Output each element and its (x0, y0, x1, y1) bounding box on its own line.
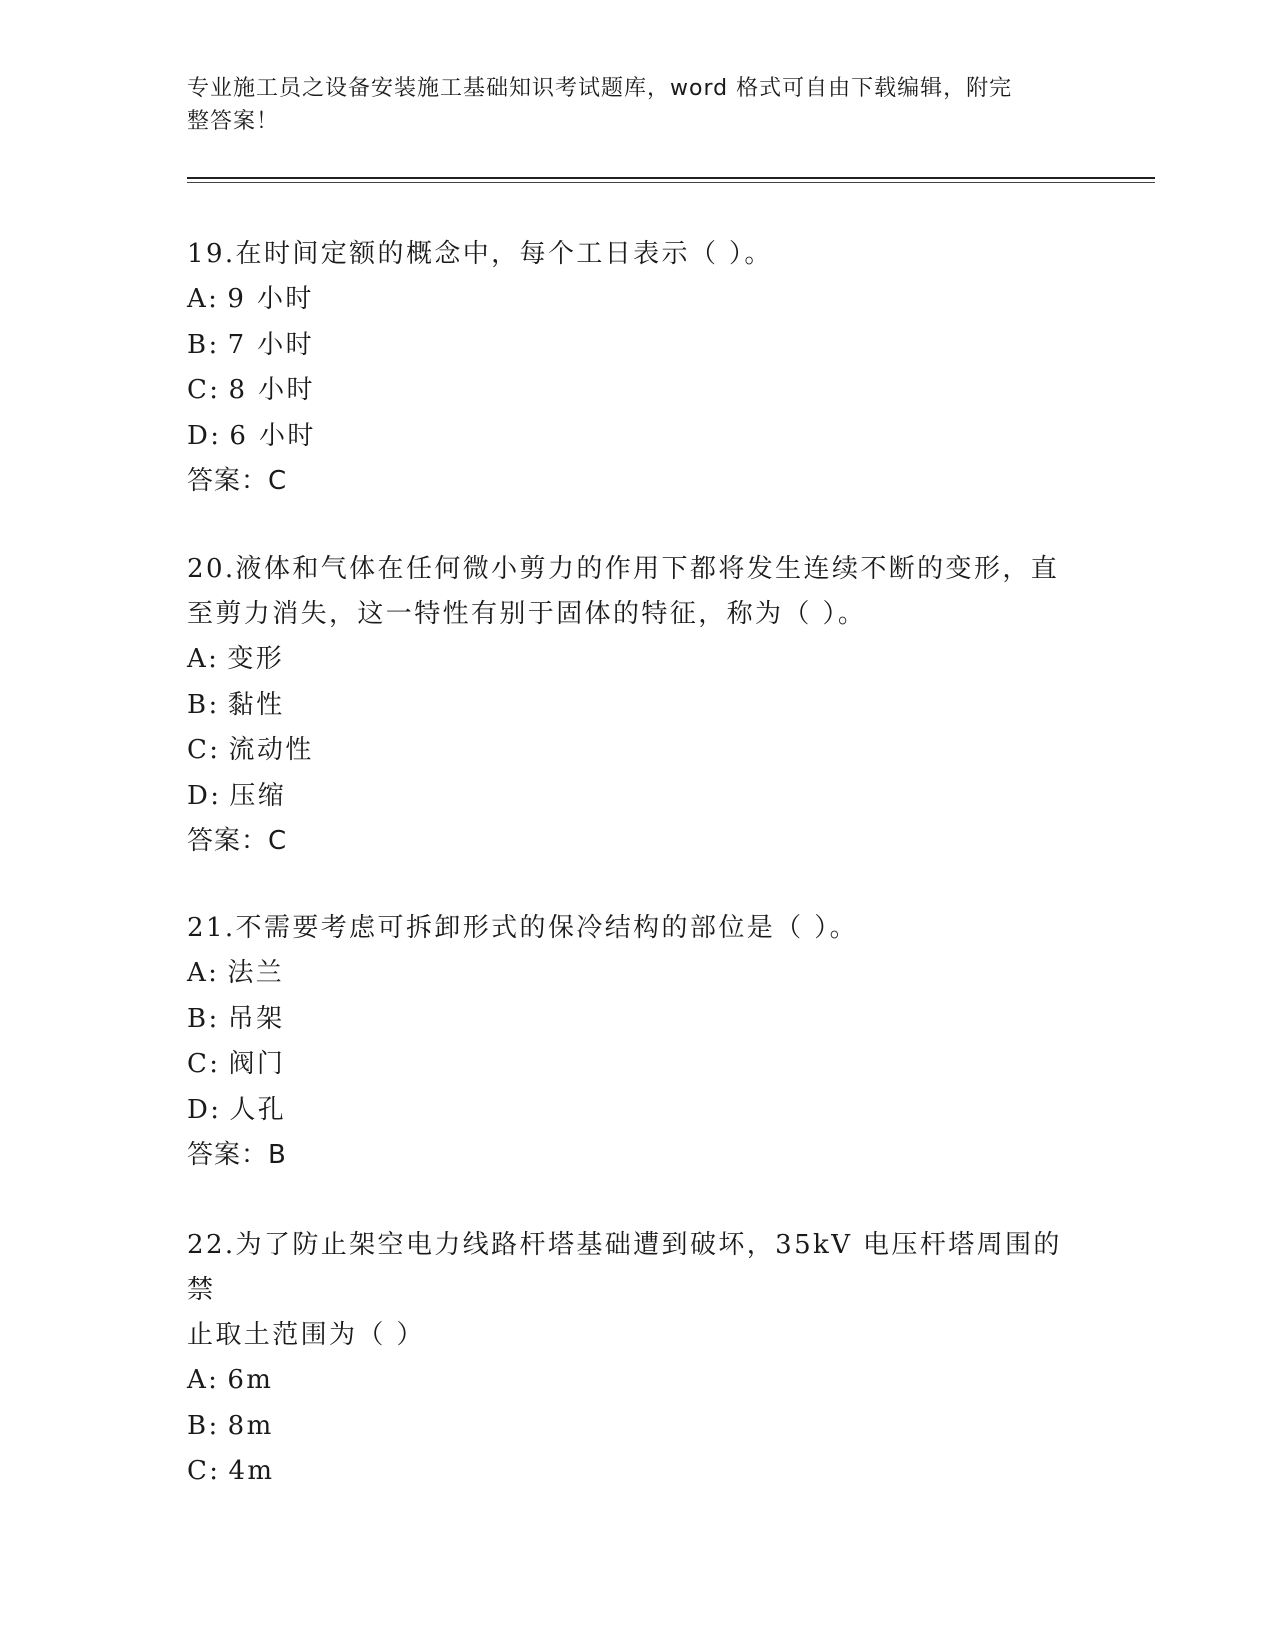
option-c (187, 728, 1087, 774)
option-letter: A: (187, 284, 220, 314)
option-text: 法兰 (227, 958, 285, 988)
option-text: 9 小时 (227, 284, 314, 314)
option-text: 变形 (227, 644, 285, 674)
option-text: 4m (228, 1456, 275, 1486)
answer: 答案：C (187, 826, 288, 856)
option-text: 流动性 (228, 735, 314, 765)
header-line-2: 整答案！ (187, 109, 280, 134)
question-19 (187, 232, 1087, 504)
option-b (187, 323, 1087, 369)
question-stem-line-2: 止取土范围为（ ） (187, 1320, 425, 1350)
header-divider-thick (187, 177, 1155, 179)
question-stem-line-2: 至剪力消失，这一特性有别于固体的特征，称为（ ）。 (187, 599, 867, 629)
option-letter: A: (187, 644, 220, 674)
question-20 (187, 547, 1087, 864)
question-stem: 19.在时间定额的概念中，每个工日表示（ ）。 (187, 239, 773, 269)
option-text: 吊架 (227, 1003, 285, 1034)
option-letter: D: (187, 780, 222, 811)
question-21 (187, 906, 1087, 1178)
option-letter: C: (187, 1456, 221, 1486)
option-a (187, 951, 1087, 997)
option-b (187, 683, 1087, 729)
option-b (187, 997, 1087, 1043)
option-d (187, 774, 1087, 820)
question-stem: 21.不需要考虑可拆卸形式的保冷结构的部位是（ ）。 (187, 913, 859, 943)
option-c (187, 1449, 1087, 1495)
option-d (187, 1088, 1087, 1134)
option-a (187, 637, 1087, 683)
option-text: 黏性 (227, 689, 285, 720)
option-letter: D: (187, 420, 222, 451)
answer: 答案：C (187, 466, 288, 496)
question-stem-line-1: 20.液体和气体在任何微小剪力的作用下都将发生连续不断的变形，直 (187, 554, 1060, 584)
option-letter: C: (187, 1049, 221, 1079)
option-letter: B: (187, 1410, 220, 1441)
option-text: 7 小时 (227, 329, 315, 360)
option-c (187, 1042, 1087, 1088)
option-letter: C: (187, 735, 221, 765)
option-text: 8 小时 (228, 375, 315, 405)
option-letter: A: (187, 1365, 220, 1395)
option-letter: B: (187, 329, 220, 360)
option-text: 6m (227, 1365, 274, 1395)
option-a (187, 277, 1087, 323)
option-letter: B: (187, 689, 220, 720)
option-text: 阀门 (228, 1049, 286, 1079)
document-header (187, 72, 1067, 138)
option-text: 8m (227, 1410, 274, 1441)
option-a (187, 1358, 1087, 1404)
option-letter: A: (187, 958, 220, 988)
option-letter: D: (187, 1094, 222, 1125)
option-b (187, 1404, 1087, 1450)
answer: 答案：B (187, 1140, 287, 1170)
option-d (187, 414, 1087, 460)
option-c (187, 368, 1087, 414)
option-text: 人孔 (229, 1094, 287, 1125)
header-divider-thin (187, 182, 1155, 183)
header-line-1: 专业施工员之设备安装施工基础知识考试题库，word 格式可自由下载编辑，附完 (187, 76, 1013, 101)
option-text: 6 小时 (229, 420, 316, 451)
option-letter: C: (187, 375, 221, 405)
question-stem-line-1: 22.为了防止架空电力线路杆塔基础遭到破坏，35kV 电压杆塔周围的禁 (187, 1230, 1062, 1305)
option-letter: B: (187, 1003, 220, 1034)
question-22 (187, 1223, 1087, 1495)
option-text: 压缩 (229, 780, 287, 811)
